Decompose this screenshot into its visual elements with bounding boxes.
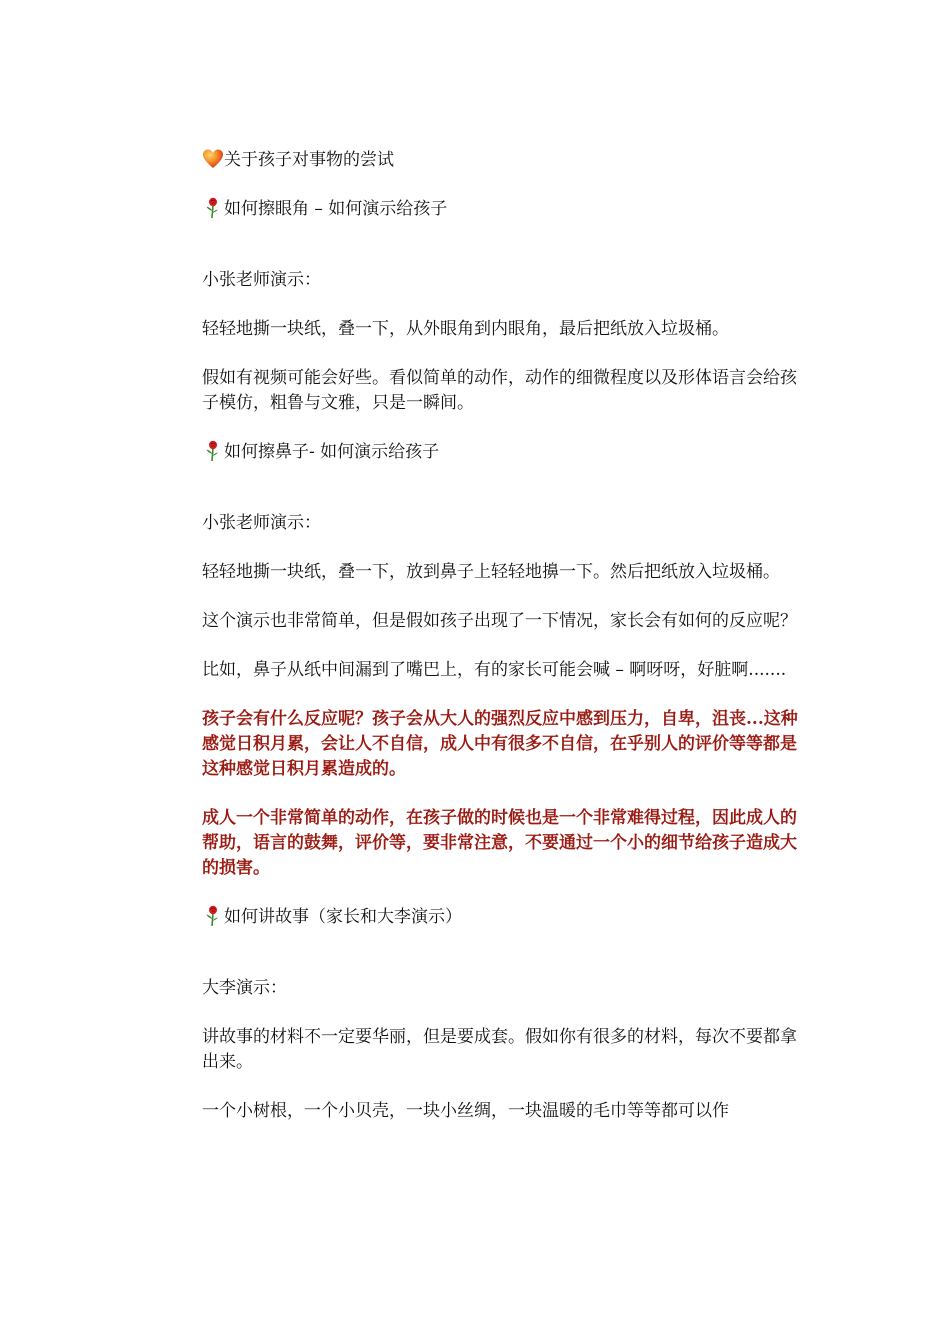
section-heading-row xyxy=(202,440,802,465)
document-body xyxy=(202,148,802,1148)
paragraph: 讲故事的材料不一定要华丽，但是要成套。假如你有很多的材料，每次不要都拿出来。 xyxy=(202,1027,797,1072)
paragraph: 小张老师演示： xyxy=(202,513,321,533)
rose-icon xyxy=(202,905,224,927)
rose-icon xyxy=(202,197,224,219)
emphasis-paragraph: 孩子会有什么反应呢？孩子会从大人的强烈反应中感到压力，自卑，沮丧...这种感觉日积月累，会让人不自信，成人中有很多不自信，在乎别人的评价等等都是这种感觉日积月累造成的。 xyxy=(202,709,798,779)
paragraph: 轻轻地撕一块纸，叠一下，从外眼角到内眼角，最后把纸放入垃圾桶。 xyxy=(202,319,729,339)
heart-icon xyxy=(202,148,224,170)
document-title-row xyxy=(202,148,802,173)
paragraph: 小张老师演示： xyxy=(202,270,321,290)
paragraph: 比如，鼻子从纸中间漏到了嘴巴上，有的家长可能会喊 – 啊呀呀，好脏啊....... xyxy=(202,660,787,680)
emphasis-paragraph: 成人一个非常简单的动作，在孩子做的时候也是一个非常难得过程，因此成人的帮助，语言的鼓舞，评价等，要非常注意，不要通过一个小的细节给孩子造成大的损害。 xyxy=(202,808,797,878)
section-heading-row xyxy=(202,197,802,222)
document-title: 关于孩子对事物的尝试 xyxy=(224,150,394,170)
paragraph: 这个演示也非常简单，但是假如孩子出现了一下情况，家长会有如何的反应呢？ xyxy=(202,611,797,631)
section-heading: 如何讲故事（家长和大李演示） xyxy=(224,907,462,927)
paragraph: 假如有视频可能会好些。看似简单的动作，动作的细微程度以及形体语言会给孩子模仿，粗鲁与文雅，只是一瞬间。 xyxy=(202,368,797,413)
section-heading: 如何擦眼角 – 如何演示给孩子 xyxy=(224,199,448,219)
paragraph: 大李演示： xyxy=(202,978,287,998)
rose-icon xyxy=(202,440,224,462)
paragraph: 轻轻地撕一块纸，叠一下，放到鼻子上轻轻地擤一下。然后把纸放入垃圾桶。 xyxy=(202,562,780,582)
section-heading-row xyxy=(202,905,802,930)
section-heading: 如何擦鼻子- 如何演示给孩子 xyxy=(224,442,440,462)
paragraph: 一个小树根，一个小贝壳，一块小丝绸，一块温暖的毛巾等等都可以作 xyxy=(202,1101,729,1121)
